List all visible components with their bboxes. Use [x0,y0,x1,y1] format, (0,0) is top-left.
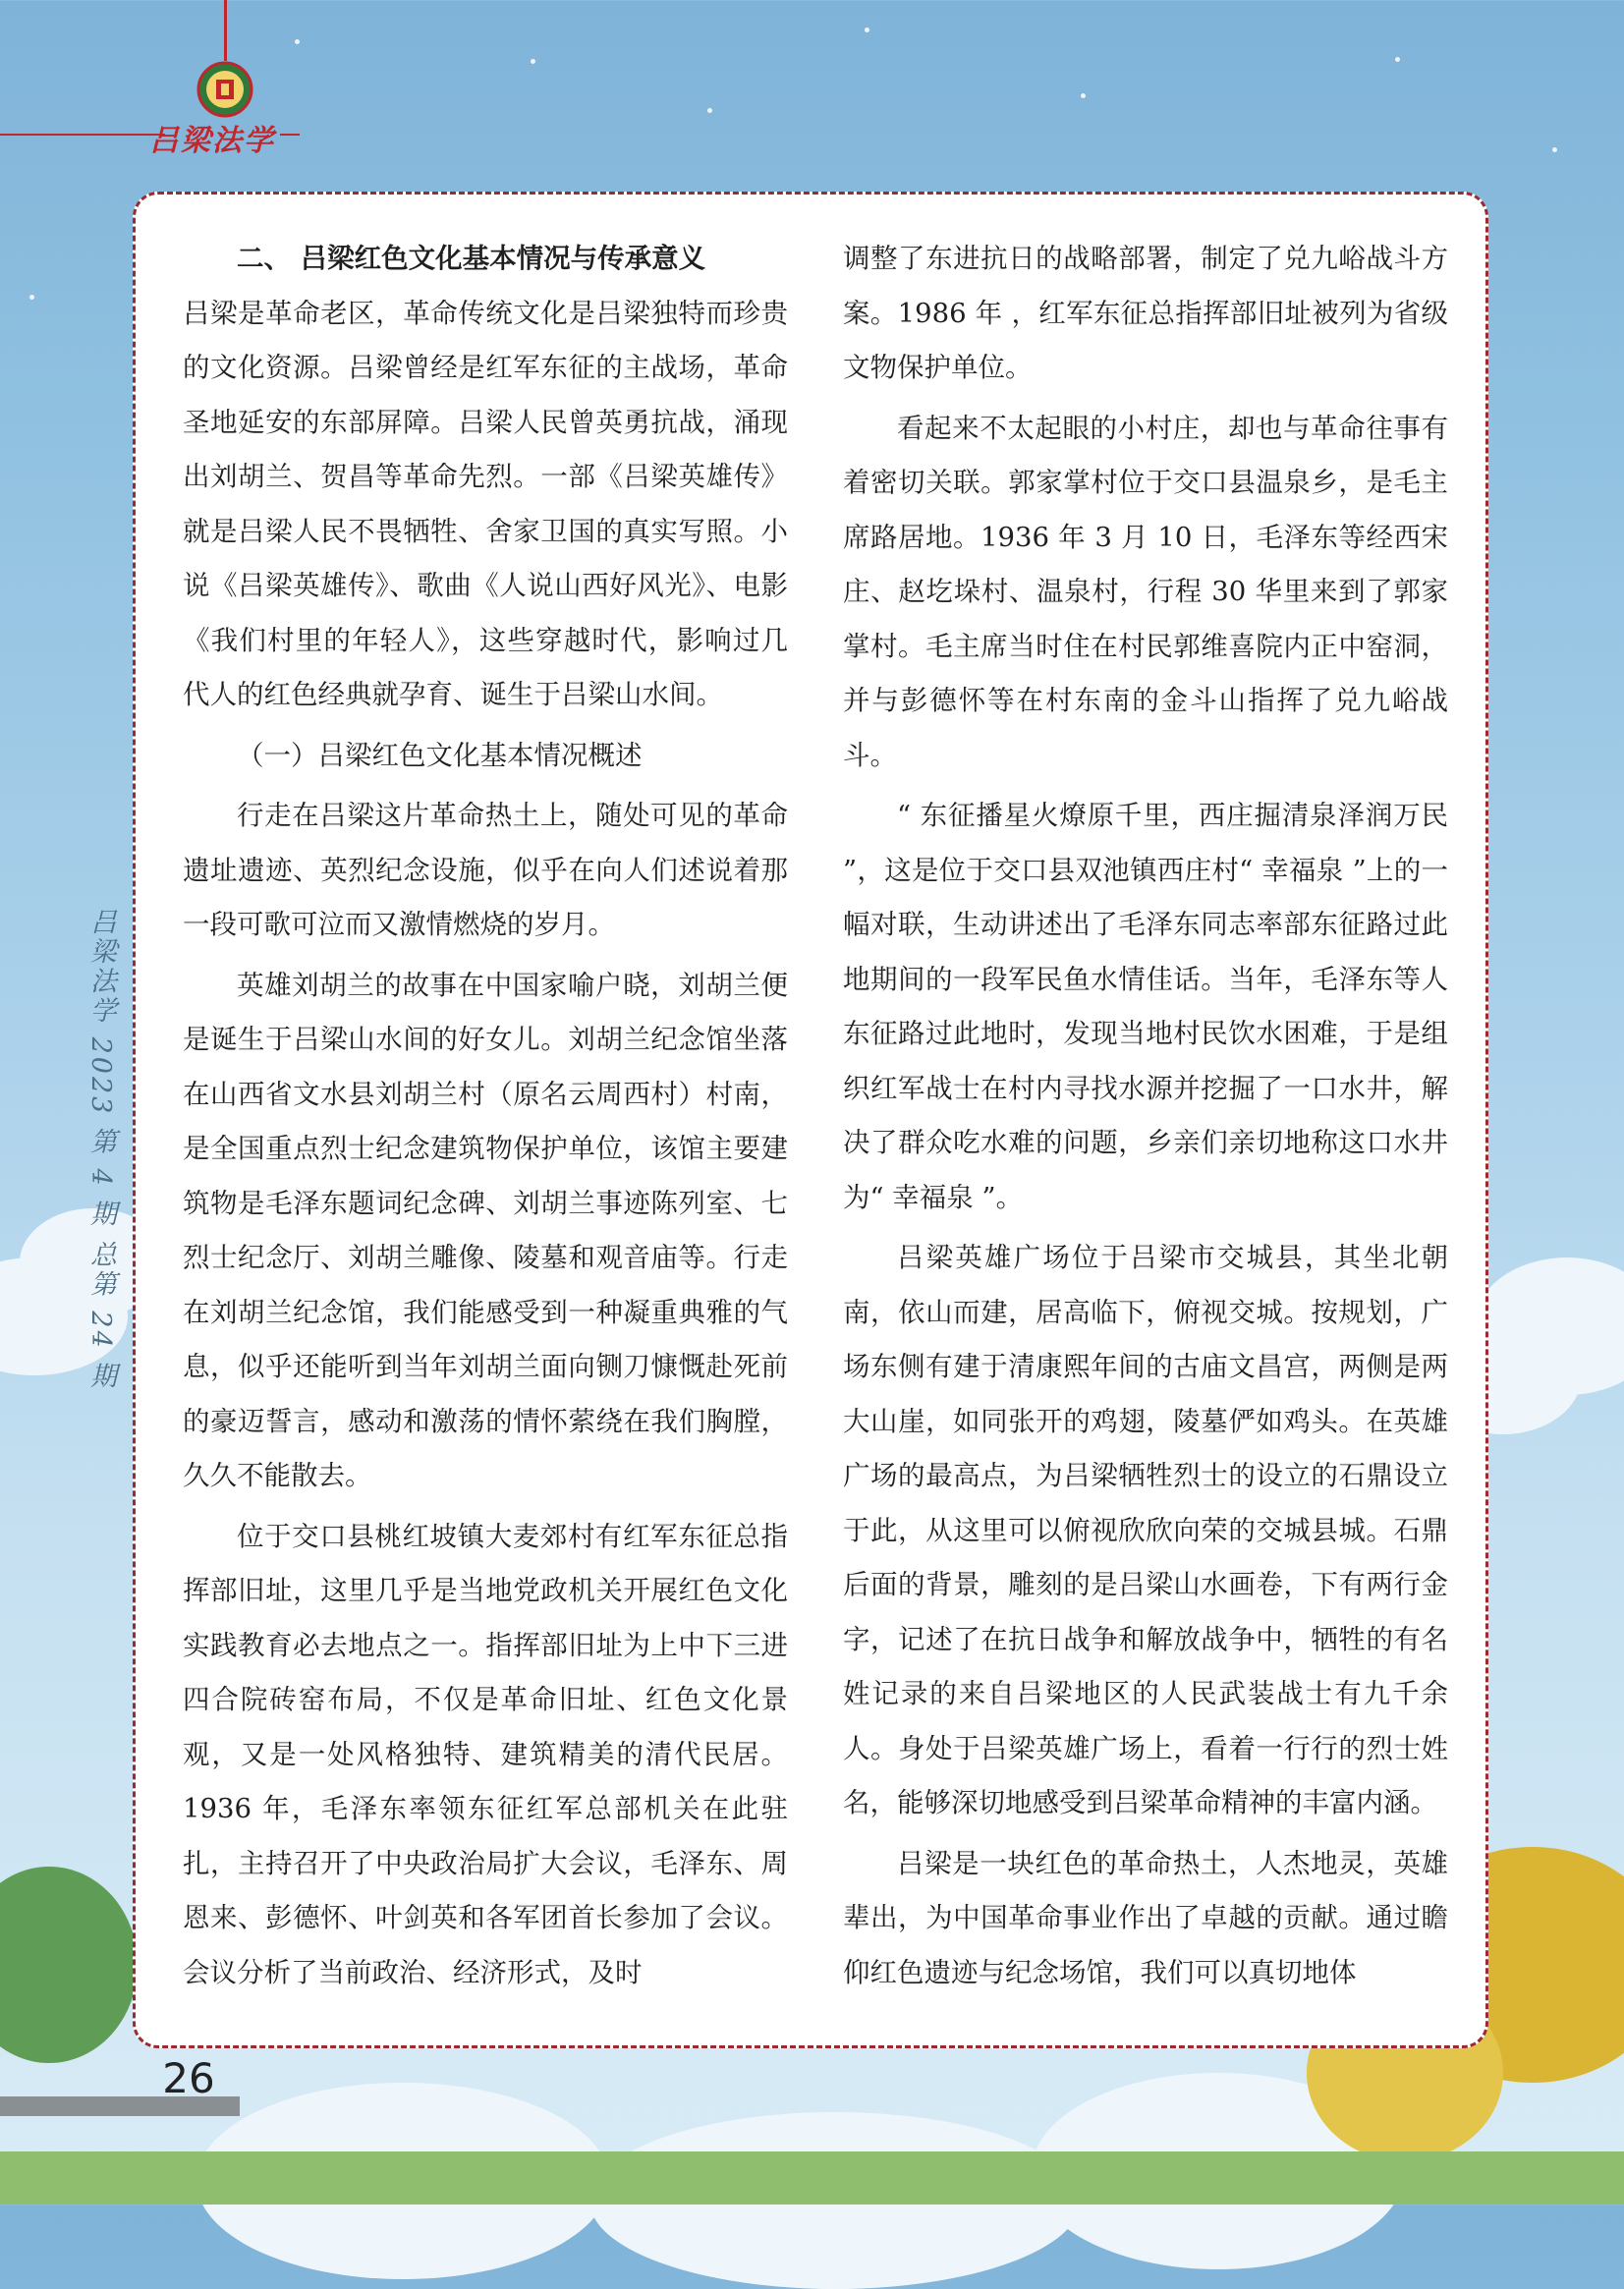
star [531,59,535,64]
tree [0,1867,138,2063]
star [295,39,300,44]
paragraph: 行走在吕梁这片革命热土上，随处可见的革命遗址遗迹、英烈纪念设施，似乎在向人们述说着那一段可歌可泣而又激情燃烧的岁月。 [183,800,788,940]
journal-emblem-icon [196,61,253,118]
star [1081,93,1086,98]
star [1395,57,1400,62]
star [865,28,869,32]
article-panel [133,192,1488,2048]
paragraph: 吕梁是一块红色的革命热土，人杰地灵，英雄辈出，为中国革命事业作出了卓越的贡献。通过瞻仰红色遗迹与纪念场馆，我们可以真切地体 [843,1847,1448,1988]
star [1552,147,1557,152]
left-column [183,232,788,2000]
issue-caption: 吕梁法学 2023 第 4 期 总第 24 期 [85,907,116,1392]
masthead-title: 吕梁法学 [149,124,275,158]
paragraph: 位于交口县桃红坡镇大麦郊村有红军东征总指挥部旧址，这里几乎是当地党政机关开展红色文化实践教育必去地点之一。指挥部旧址为上中下三进四合院砖窑布局，不仅是革命旧址、红色文化景观，又是一处风格独特、建筑精美的清代民居。1936 年，毛泽东率领东征红军总部机关在此驻扎，主持召开了中央政治局扩大会议，毛泽东、周恩来、彭德怀、叶剑英和各军团首长参加了会议。会议分析了当前政治、经济形式，及时 [183,1520,788,1988]
paragraph: 调整了东进抗日的战略部署，制定了兑九峪战斗方案。1986 年 ，红军东征总指挥部旧址被列为省级文物保护单位。 [843,243,1448,383]
paragraph: 看起来不太起眼的小村庄，却也与革命往事有着密切关联。郭家掌村位于交口县温泉乡，是毛主席路居地。1936 年 3 月 10 日，毛泽东等经西宋庄、赵圪垛村、温泉村，行程 30 华里来到了郭家掌村。毛主席当时住在村民郭维喜院内正中窑洞，并与彭德怀等在村东南的金斗山指挥了兑九峪战斗。 [843,412,1448,771]
masthead-rule-vertical [224,0,227,61]
page-number: 26 [162,2054,215,2102]
paragraph: 英雄刘胡兰的故事在中国家喻户晓，刘胡兰便是诞生于吕梁山水间的好女儿。刘胡兰纪念馆坐落在山西省文水县刘胡兰村（原名云周西村）村南，是全国重点烈士纪念建筑物保护单位，该馆主要建筑物是毛泽东题词纪念碑、刘胡兰事迹陈列室、七烈士纪念厅、刘胡兰雕像、陵墓和观音庙等。行走在刘胡兰纪念馆，我们能感受到一种凝重典雅的气息，似乎还能听到当年刘胡兰面向铡刀慷慨赴死前的豪迈誓言，感动和激荡的情怀萦绕在我们胸膛，久久不能散去。 [183,969,788,1491]
subsection-heading: （一）吕梁红色文化基本情况概述 [237,739,643,771]
star [707,108,712,113]
masthead-rule [280,134,300,136]
star [29,295,34,300]
paragraph: 吕梁英雄广场位于吕梁市交城县，其坐北朝南，依山而建，居高临下，俯视交城。按规划，广场东侧有建于清康熙年间的古庙文昌宫，两侧是两大山崖，如同张开的鸡翅，陵墓俨如鸡头。在英雄广场的最高点，为吕梁牺牲烈士的设立的石鼎设立于此，从这里可以俯视欣欣向荣的交城县城。石鼎后面的背景，雕刻的是吕梁山水画卷，下有两行金字，记述了在抗日战争和解放战争中，牺牲的有名姓记录的来自吕梁地区的人民武装战士有九千余人。身处于吕梁英雄广场上，看着一行行的烈士姓名，能够深切地感受到吕梁革命精神的丰富内涵。 [843,1242,1448,1818]
right-column [843,232,1448,2000]
paragraph: “ 东征播星火燎原千里，西庄掘清泉泽润万民 ”，这是位于交口县双池镇西庄村“ 幸福泉 ”上的一幅对联，生动讲述出了毛泽东同志率部东征路过此地期间的一段军民鱼水情佳话。当年，毛泽东等人东征路过此地时，发现当地村民饮水困难，于是组织红军战士在村内寻找水源并挖掘了一口水井，解决了群众吃水难的问题，乡亲们亲切地称这口水井为“ 幸福泉 ”。 [843,800,1448,1213]
ground [0,2151,1624,2205]
paragraph: 吕梁是革命老区，革命传统文化是吕梁独特而珍贵的文化资源。吕梁曾经是红军东征的主战场，革命圣地延安的东部屏障。吕梁人民曾英勇抗战，涌现出刘胡兰、贺昌等革命先烈。一部《吕梁英雄传》就是吕梁人民不畏牺牲、舍家卫国的真实写照。小说《吕梁英雄传》、歌曲《人说山西好风光》、电影《我们村里的年轻人》，这些穿越时代，影响过几代人的红色经典就孕育、诞生于吕梁山水间。 [183,297,788,710]
section-heading: 二、 吕梁红色文化基本情况与传承意义 [237,243,706,274]
masthead-rule [0,134,165,136]
